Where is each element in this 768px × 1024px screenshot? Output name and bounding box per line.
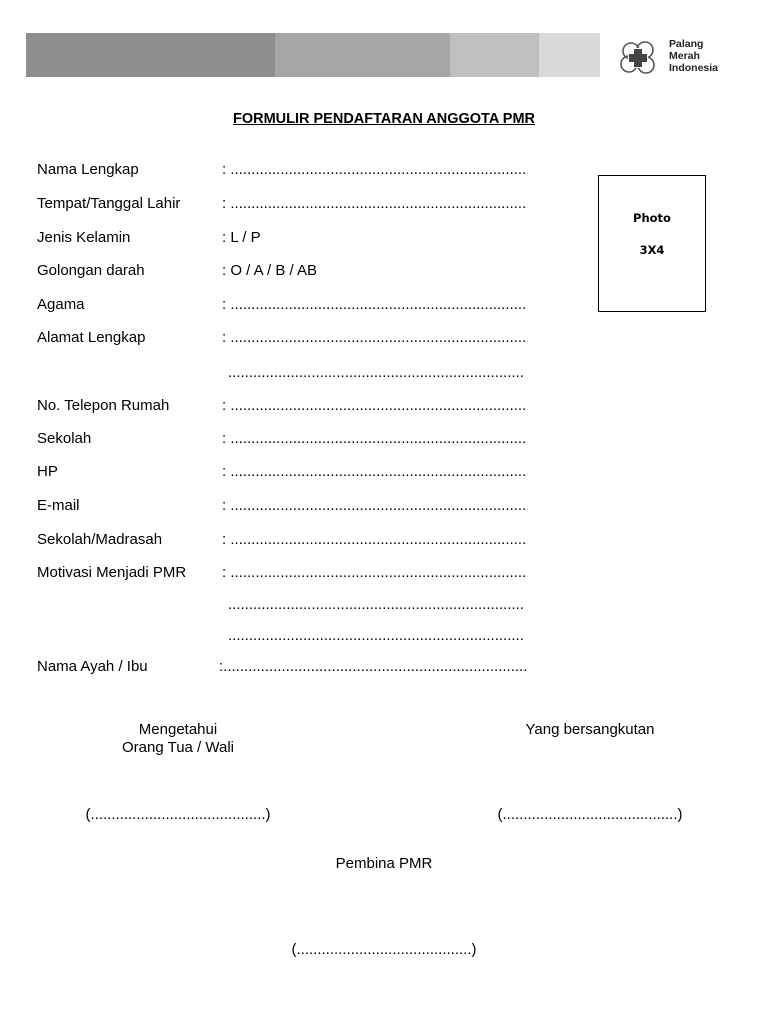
signature-parent-label-1: Mengetahui <box>138 721 218 738</box>
field-input-line[interactable]: ....................................................................... <box>228 364 524 381</box>
field-row-motivasi <box>0 564 768 584</box>
pmi-logo <box>619 38 729 78</box>
signature-self-label: Yang bersangkutan <box>525 721 655 738</box>
field-input-line[interactable]: ....................................................................... <box>228 627 524 644</box>
field-label: Nama Ayah / Ibu <box>37 658 148 675</box>
field-label: Alamat Lengkap <box>37 329 146 346</box>
signature-pembina-line[interactable]: (..........................................) <box>291 941 477 958</box>
field-row-agama <box>0 296 768 316</box>
field-row-sekolah-madrasah <box>0 531 768 551</box>
field-input-line[interactable]: : ....................................................................... <box>222 531 527 548</box>
field-row-hp <box>0 463 768 483</box>
field-input-line[interactable]: : ....................................................................... <box>222 296 527 313</box>
field-input-line[interactable]: : ....................................................................... <box>222 430 527 447</box>
logo-text <box>669 38 718 74</box>
field-row-no-telepon-rumah <box>0 397 768 417</box>
field-input-line[interactable]: : ....................................................................... <box>222 397 527 414</box>
field-row-email <box>0 497 768 517</box>
field-row-motivasi-continued-1 <box>0 596 768 616</box>
field-label: Golongan darah <box>37 262 145 279</box>
field-row-golongan-darah <box>0 262 768 282</box>
field-input-line[interactable]: : ....................................................................... <box>222 463 527 480</box>
field-label: Agama <box>37 296 85 313</box>
field-row-alamat-continued <box>0 364 768 384</box>
field-row-nama-ayah-ibu <box>0 658 768 678</box>
photo-label: Photo <box>633 211 671 225</box>
field-label: Tempat/Tanggal Lahir <box>37 195 181 212</box>
field-label: HP <box>37 463 58 480</box>
header-band-4 <box>539 33 600 77</box>
field-row-sekolah <box>0 430 768 450</box>
logo-line-2: Merah <box>669 50 700 62</box>
header-band-1 <box>26 33 275 77</box>
field-row-motivasi-continued-2 <box>0 627 768 647</box>
field-row-jenis-kelamin <box>0 229 768 249</box>
field-label: Sekolah <box>37 430 92 447</box>
signature-pembina-label: Pembina PMR <box>335 855 433 872</box>
form-title: FORMULIR PENDAFTARAN ANGGOTA PMR <box>232 111 536 127</box>
field-input-line[interactable]: :......................................................................... <box>219 658 528 675</box>
signature-self-line[interactable]: (..........................................) <box>497 806 683 823</box>
field-label: No. Telepon Rumah <box>37 397 170 414</box>
field-row-tempat-tanggal-lahir <box>0 195 768 215</box>
field-input-line[interactable]: ....................................................................... <box>228 596 524 613</box>
field-label: Nama Lengkap <box>37 161 139 178</box>
logo-line-1: Palang <box>669 38 704 50</box>
photo-size-label: 3X4 <box>639 243 665 257</box>
field-options[interactable]: : O / A / B / AB <box>222 262 318 279</box>
field-row-nama-lengkap <box>0 161 768 181</box>
logo-line-3: Indonesia <box>669 62 719 74</box>
field-options[interactable]: : L / P <box>222 229 261 246</box>
field-label: E-mail <box>37 497 80 514</box>
field-label: Motivasi Menjadi PMR <box>37 564 187 581</box>
field-input-line[interactable]: : ....................................................................... <box>222 497 527 514</box>
field-input-line[interactable]: : ....................................................................... <box>222 195 527 212</box>
field-label: Jenis Kelamin <box>37 229 131 246</box>
header-band-2 <box>275 33 450 77</box>
header-band-3 <box>450 33 539 77</box>
red-cross-flower-icon <box>619 40 659 76</box>
field-input-line[interactable]: : ....................................................................... <box>222 161 527 178</box>
field-input-line[interactable]: : ....................................................................... <box>222 329 527 346</box>
signature-parent-line[interactable]: (..........................................) <box>85 806 271 823</box>
field-row-alamat-lengkap <box>0 329 768 349</box>
field-label: Sekolah/Madrasah <box>37 531 163 548</box>
field-input-line[interactable]: : ....................................................................... <box>222 564 527 581</box>
signature-parent-label-2: Orang Tua / Wali <box>122 739 234 756</box>
